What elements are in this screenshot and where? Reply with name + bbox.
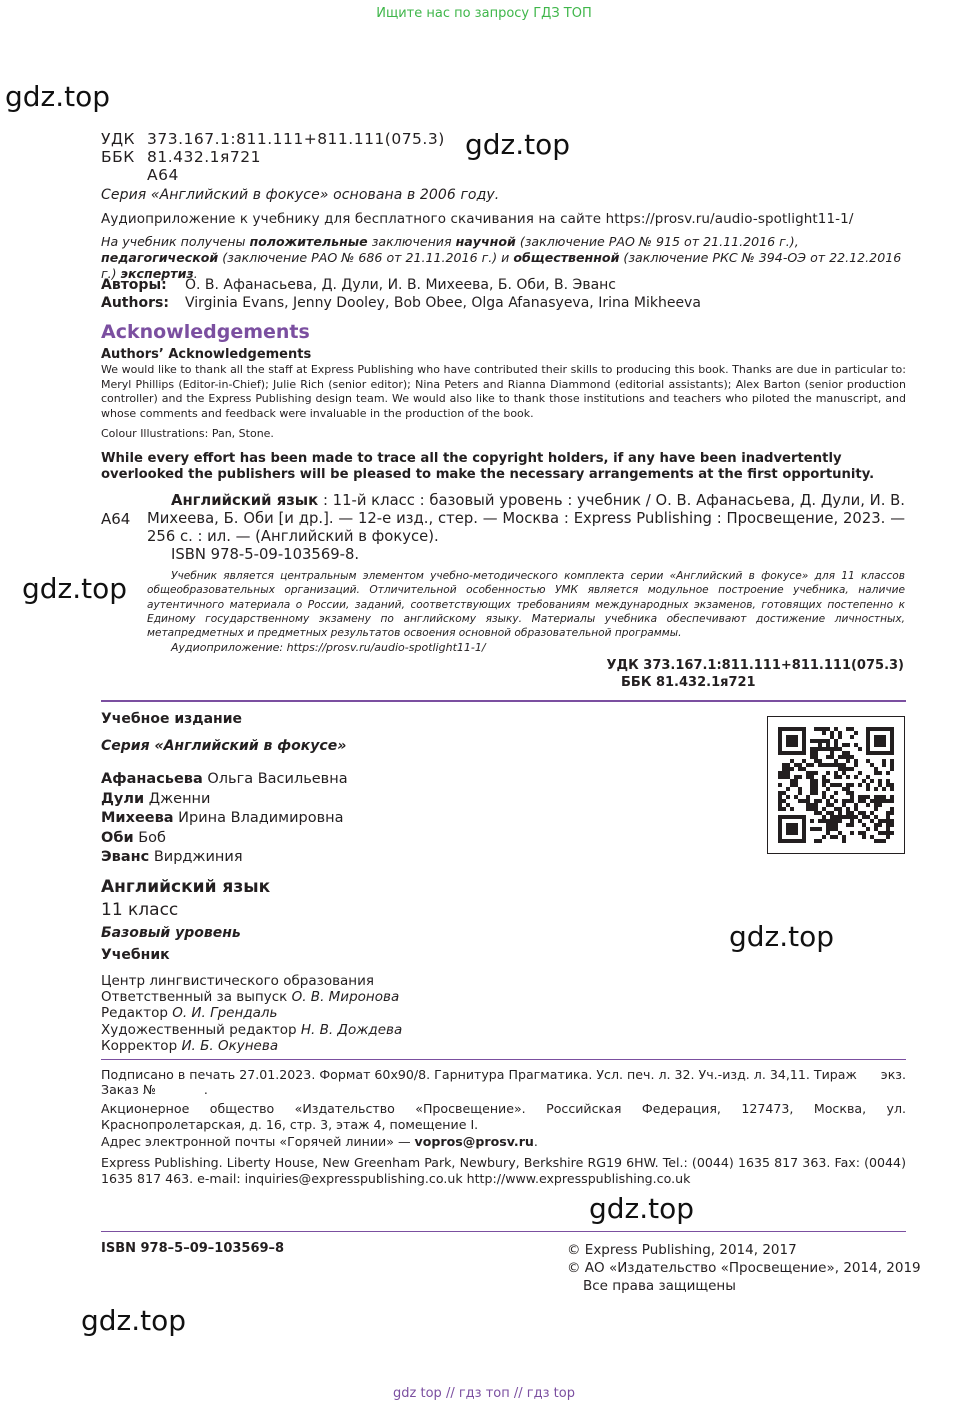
catalog-audio: Аудиоприложение: https://prosv.ru/audio-spotlight11-1/ bbox=[171, 641, 486, 654]
qr-code[interactable] bbox=[767, 716, 905, 854]
authors-ru-names: О. В. Афанасьева, Д. Дули, И. В. Михеева, Б. Оби, В. Эванс bbox=[185, 277, 616, 293]
catalog-entry: Английский язык : 11-й класс : базовый уровень : учебник / О. В. Афанасьева, Д. Дули, И. В. Михеева, Б. Оби [и др.]. — 12-е изд., стер. — Москва : Express Publishing : Просвещение, 2023. — 256 с. : ил. — (Английский в фокусе). bbox=[147, 492, 906, 545]
book-kind: Учебник bbox=[101, 947, 170, 963]
catalog-codes bbox=[500, 657, 904, 675]
imprint-email: Адрес электронной почты «Горячей линии» — vopros@prosv.ru. bbox=[101, 1134, 538, 1149]
divider bbox=[101, 1059, 906, 1060]
watermark: gdz.top bbox=[5, 80, 111, 113]
watermark: gdz.top bbox=[81, 1304, 187, 1337]
author-row: Афанасьева Ольга Васильевна bbox=[101, 771, 348, 787]
authors-block bbox=[101, 276, 701, 312]
imprint-signed: Подписано в печать 27.01.2023. Формат 60х90/8. Гарнитура Прагматика. Усл. печ. л. 32. Уч.-изд. л. 34,11. Тираж экз. bbox=[101, 1067, 906, 1082]
copyright-notice: While every effort has been made to trace all the copyright holders, if any have been inadvertently overlooked the publishers will be pleased to make the necessary arrangements at the first opportunity. bbox=[101, 451, 875, 482]
expertise-note: На учебник получены положительные заключения научной (заключение РАО № 915 от 21.11.2016 г.), педагогической (заключение РАО № 686 от 21.11.2016 г.) и общественной (заключение РКС № 394-ОЭ от 22.12.2016 г.) экспертиз. bbox=[101, 234, 902, 281]
staff-center: Центр лингвистического образования bbox=[101, 973, 375, 989]
acknowledgements-subheading: Authors’ Acknowledgements bbox=[101, 347, 312, 362]
book-grade: 11 класс bbox=[101, 900, 179, 920]
bbk-value: 81.432.1я721 bbox=[147, 148, 261, 166]
authors-ru-label: Авторы: bbox=[101, 277, 167, 293]
email-link[interactable]: vopros@prosv.ru bbox=[414, 1134, 534, 1149]
udk-label: УДК bbox=[101, 130, 136, 148]
catalog-bbk: ББК 81.432.1я721 bbox=[621, 675, 756, 690]
author-row: Михеева Ирина Владимировна bbox=[101, 810, 344, 827]
author-row: Эванс Вирджиния bbox=[101, 849, 243, 866]
rights-line: Все права защищены bbox=[583, 1278, 736, 1294]
qr-code-icon bbox=[778, 727, 894, 843]
acknowledgements-heading: Acknowledgements bbox=[101, 321, 310, 343]
staff-row: Редактор О. И. Грендаль bbox=[101, 1005, 278, 1022]
top-banner[interactable]: Ищите нас по запросу ГДЗ ТОП bbox=[376, 6, 592, 21]
udk-value: 373.167.1:811.111+811.111(075.3) bbox=[147, 130, 445, 148]
edition-type: Учебное издание bbox=[101, 711, 243, 727]
copyright-line: © АО «Издательство «Просвещение», 2014, 2019 bbox=[567, 1260, 921, 1276]
copyright-line: © Express Publishing, 2014, 2017 bbox=[567, 1242, 797, 1258]
staff-row: Художественный редактор Н. В. Дождева bbox=[101, 1021, 403, 1038]
divider bbox=[101, 700, 906, 702]
edition-authors bbox=[101, 770, 348, 868]
footer-link[interactable]: gdz top bbox=[393, 1386, 442, 1401]
footer-link[interactable]: гдз top bbox=[526, 1386, 575, 1401]
author-row: Оби Боб bbox=[101, 829, 166, 846]
audio-note: Аудиоприложение к учебнику для бесплатного скачивания на сайте https://prosv.ru/audio-spotlight11-1/ bbox=[101, 211, 854, 227]
authors-en-label: Authors: bbox=[101, 295, 169, 311]
watermark: gdz.top bbox=[465, 128, 571, 161]
author-row: Дули Дженни bbox=[101, 790, 211, 807]
classification-codes bbox=[101, 130, 445, 184]
catalog-annotation: Учебник является центральным элементом учебно-методического комплекта серии «Английский в фокусе» для 11 классов общеобразовательных организаций. Отличительной особенностью УМК является модульное построение учебника, наличие аутентичного материала о России, заданий, соответствующих требованиям международных экзаменов, готовящих постепенно к Единому государственному экзамену по английскому языку. Материалы учебника обеспечивают достижение личностных, метапредметных и предметных результатов освоения основной образовательной программы. bbox=[147, 570, 905, 640]
imprint-company: Акционерное общество «Издательство «Просвещение». Российская Федерация, 127473, Москва, ул. Краснопролетарская, д. 16, стр. 3, этаж 4, помещение I. bbox=[101, 1101, 906, 1132]
watermark: gdz.top bbox=[22, 572, 128, 605]
edition-series: Серия «Английский в фокусе» bbox=[101, 738, 347, 754]
imprint-express: Express Publishing. Liberty House, New Greenham Park, Newbury, Berkshire RG19 6HW. Tel.: (0044) 1635 817 363. Fax: (0044) 1635 817 463. e-mail: inquiries@expresspublishing.co.uk http://www.expresspublishing.co.uk bbox=[101, 1155, 906, 1186]
staff-block bbox=[101, 973, 402, 1054]
acknowledgements-body: We would like to thank all the staff at Express Publishing who have contributed their skills to producing this book. Thanks are due in particular to: Meryl Phillips (Editor-in-Chief); Julie Rich (senior editor); Nina Peters and Rianna Diammond (editorial assistants); Alex Barton (senior production controller) and the Express Publishing design team. We would also like to thank those institutions and teachers who piloted the manuscript, and whose comments and feedback were invaluable in the production of the book. bbox=[101, 363, 906, 420]
illustrations-credit: Colour Illustrations: Pan, Stone. bbox=[101, 427, 274, 440]
imprint-order: Заказ № . bbox=[101, 1082, 208, 1097]
catalog-isbn: ISBN 978-5-09-103569-8. bbox=[171, 546, 360, 563]
book-level: Базовый уровень bbox=[101, 925, 241, 941]
authors-en-names: Virginia Evans, Jenny Dooley, Bob Obee, Olga Afanasyeva, Irina Mikheeva bbox=[185, 295, 701, 311]
author-mark: А64 bbox=[147, 166, 179, 184]
divider bbox=[101, 1231, 906, 1232]
staff-row: Ответственный за выпуск О. В. Миронова bbox=[101, 989, 400, 1006]
book-title: Английский язык bbox=[101, 877, 271, 897]
series-note: Серия «Английский в фокусе» основана в 2006 году. bbox=[101, 187, 500, 203]
staff-row: Корректор И. Б. Окунева bbox=[101, 1037, 279, 1054]
copyright-block bbox=[567, 1241, 921, 1295]
bottom-isbn: ISBN 978–5–09–103569–8 bbox=[101, 1241, 285, 1256]
footer-links: gdz top // гдз топ // гдз top bbox=[393, 1386, 575, 1401]
bbk-label: ББК bbox=[101, 148, 135, 166]
catalog-udk: УДК 373.167.1:811.111+811.111(075.3) bbox=[606, 658, 904, 673]
footer-link[interactable]: гдз топ bbox=[458, 1386, 510, 1401]
watermark: gdz.top bbox=[729, 920, 835, 953]
catalog-mark: А64 bbox=[101, 510, 131, 528]
watermark: gdz.top bbox=[589, 1192, 695, 1225]
